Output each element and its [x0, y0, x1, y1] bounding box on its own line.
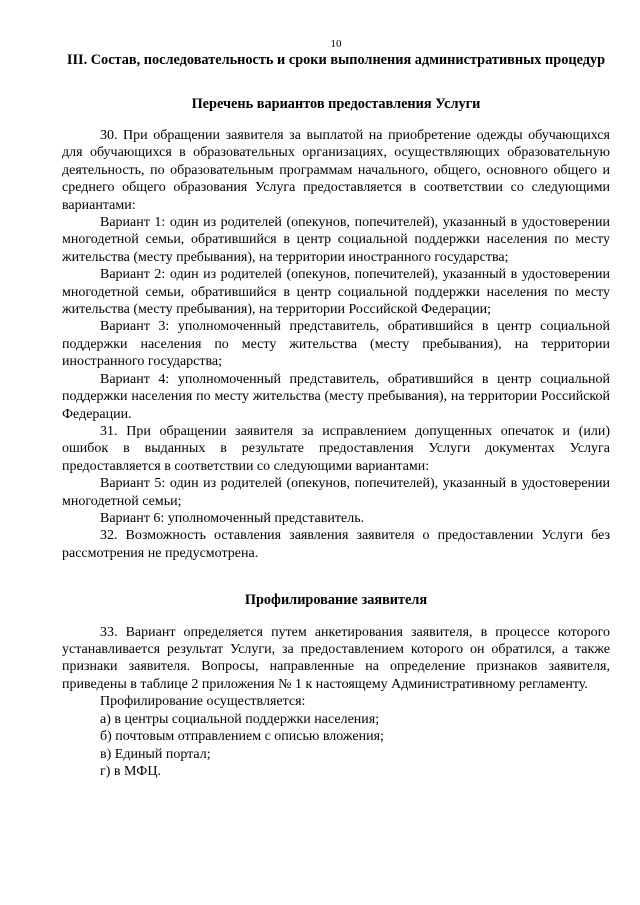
list-item-g: г) в МФЦ. [100, 763, 161, 779]
subsection-title-profiling: Профилирование заявителя [244, 592, 428, 609]
paragraph-profiling-intro: Профилирование осуществляется: [100, 694, 306, 710]
subsection-title-variants: Перечень вариантов предоставления Услуги [191, 95, 481, 112]
paragraph-variant-4: Вариант 4: уполномоченный представитель, обратившийся в центр социальной поддержки населения по месту жительства (месту пребывания), на территории Российской Федерации. [62, 371, 610, 422]
paragraph-variant-5: Вариант 5: один из родителей (опекунов, попечителей), указанный в удостоверении многодетной семьи; [62, 476, 610, 509]
paragraph-33: 33. Вариант определяется путем анкетирования заявителя, в процессе которого устанавливается результат Услуги, за предоставлением которого он обратился, а также признаки заявителя. Вопросы, направленные на определение признаков заявителя, приведены в таблице 2 приложения № 1 к настоящему Административному регламенту. [62, 624, 610, 692]
section-title: III. Состав, последовательность и сроки выполнения административных процедур [66, 52, 606, 68]
paragraph-31: 31. При обращении заявителя за исправлением допущенных опечаток и (или) ошибок в выданных в результате предоставления Услуги документах Услуга предоставляется в соответствии со следующими вариантами: [62, 423, 610, 474]
paragraph-30: 30. При обращении заявителя за выплатой на приобретение одежды обучающихся для обучающихся в образовательных организациях, осуществляющих образовательную деятельность, по образовательным программам начального, общего, основного общего и среднего общего образования Услуга предоставляется в соответствии со следующими вариантами: [62, 128, 610, 213]
paragraph-variant-1: Вариант 1: один из родителей (опекунов, попечителей), указанный в удостоверении многодетной семьи, обратившийся в центр социальной поддержки населения по месту жительства (месту пребывания), на территории иностранного государства; [62, 215, 610, 265]
paragraph-variant-2: Вариант 2: один из родителей (опекунов, попечителей), указанный в удостоверении многодетной семьи, обратившийся в центр социальной поддержки населения по месту жительства (месту пребывания), на территории Российской Федерации; [62, 267, 610, 318]
list-item-a: а) в центры социальной поддержки населения; [100, 711, 380, 727]
paragraph-32: 32. Возможность оставления заявления заявителя о предоставлении Услуги без рассмотрения не предусмотрена. [62, 528, 610, 561]
paragraph-variant-3: Вариант 3: уполномоченный представитель, обратившийся в центр социальной поддержки населения по месту жительства (месту пребывания), на территории иностранного государства; [62, 319, 610, 370]
list-item-v: в) Единый портал; [100, 746, 211, 762]
document-page [62, 38, 610, 780]
list-item-b: б) почтовым отправлением с описью вложения; [100, 729, 384, 745]
page-number: 10 [330, 38, 342, 50]
paragraph-variant-6: Вариант 6: уполномоченный представитель. [100, 510, 365, 526]
